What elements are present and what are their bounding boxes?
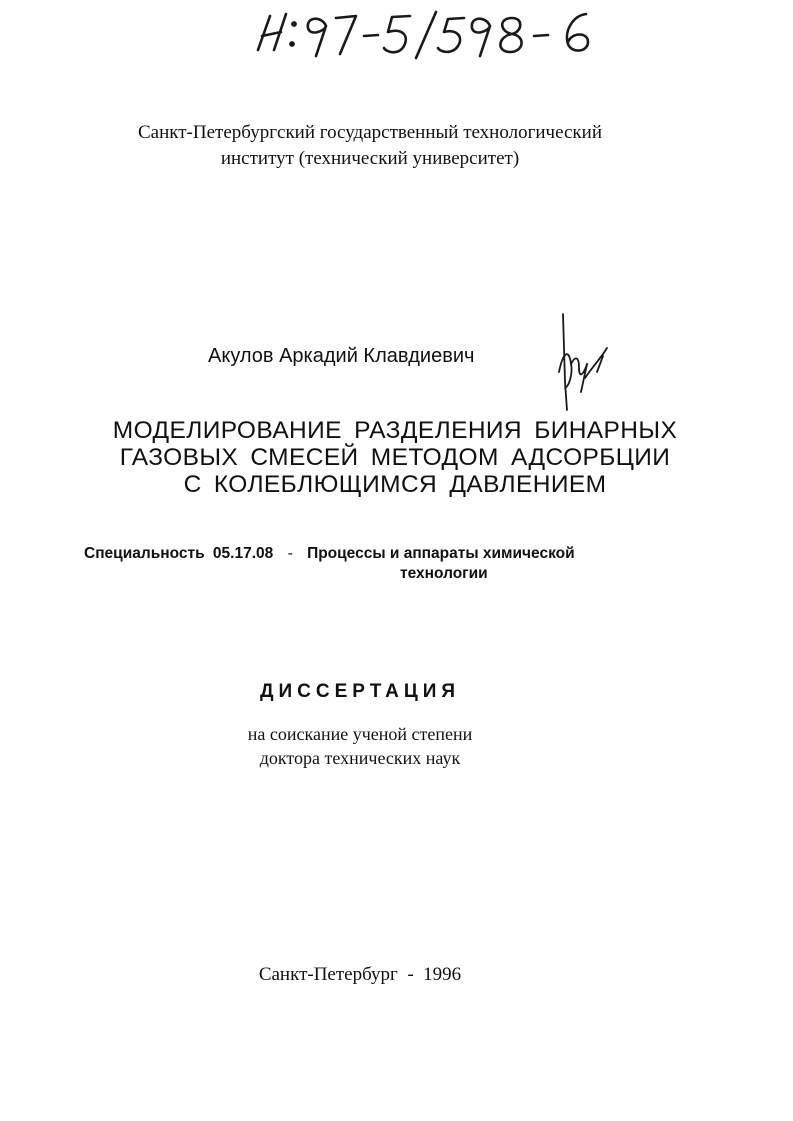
specialty-code: 05.17.08 (212, 545, 274, 562)
title-line-2: ГАЗОВЫХ СМЕСЕЙ МЕТОДОМ АДСОРБЦИИ (119, 444, 671, 471)
institution-name (60, 120, 680, 172)
document-type: ДИССЕРТАЦИЯ (259, 681, 461, 702)
footer-city: Санкт-Петербург (258, 964, 398, 985)
city-year-footer (150, 964, 570, 986)
handwritten-catalog-code (250, 2, 610, 64)
degree-line-1: на соискание ученой степени (247, 724, 473, 744)
author-name: Акулов Аркадий Клавдиевич (208, 345, 475, 367)
author-signature (545, 312, 615, 412)
footer-separator: - (407, 964, 414, 985)
specialty-label: Специальность (84, 545, 205, 562)
specialty-separator: - (287, 545, 293, 562)
institution-line-2: институт (технический университет) (220, 148, 520, 169)
footer-year: 1996 (423, 964, 462, 985)
degree-line-2: доктора технических наук (259, 748, 461, 768)
institution-line-1: Санкт-Петербургский государственный технологический (138, 122, 602, 143)
title-line-3: С КОЛЕБЛЮЩИМСЯ ДАВЛЕНИЕМ (183, 471, 607, 498)
specialty-field-line-1: Процессы и аппараты химической (307, 545, 575, 562)
dissertation-title (40, 417, 750, 498)
degree-description (160, 722, 560, 770)
title-line-1: МОДЕЛИРОВАНИЕ РАЗДЕЛЕНИЯ БИНАРНЫХ (112, 417, 678, 444)
specialty-line (84, 543, 575, 564)
specialty-field-line-2: технологии (400, 565, 488, 582)
